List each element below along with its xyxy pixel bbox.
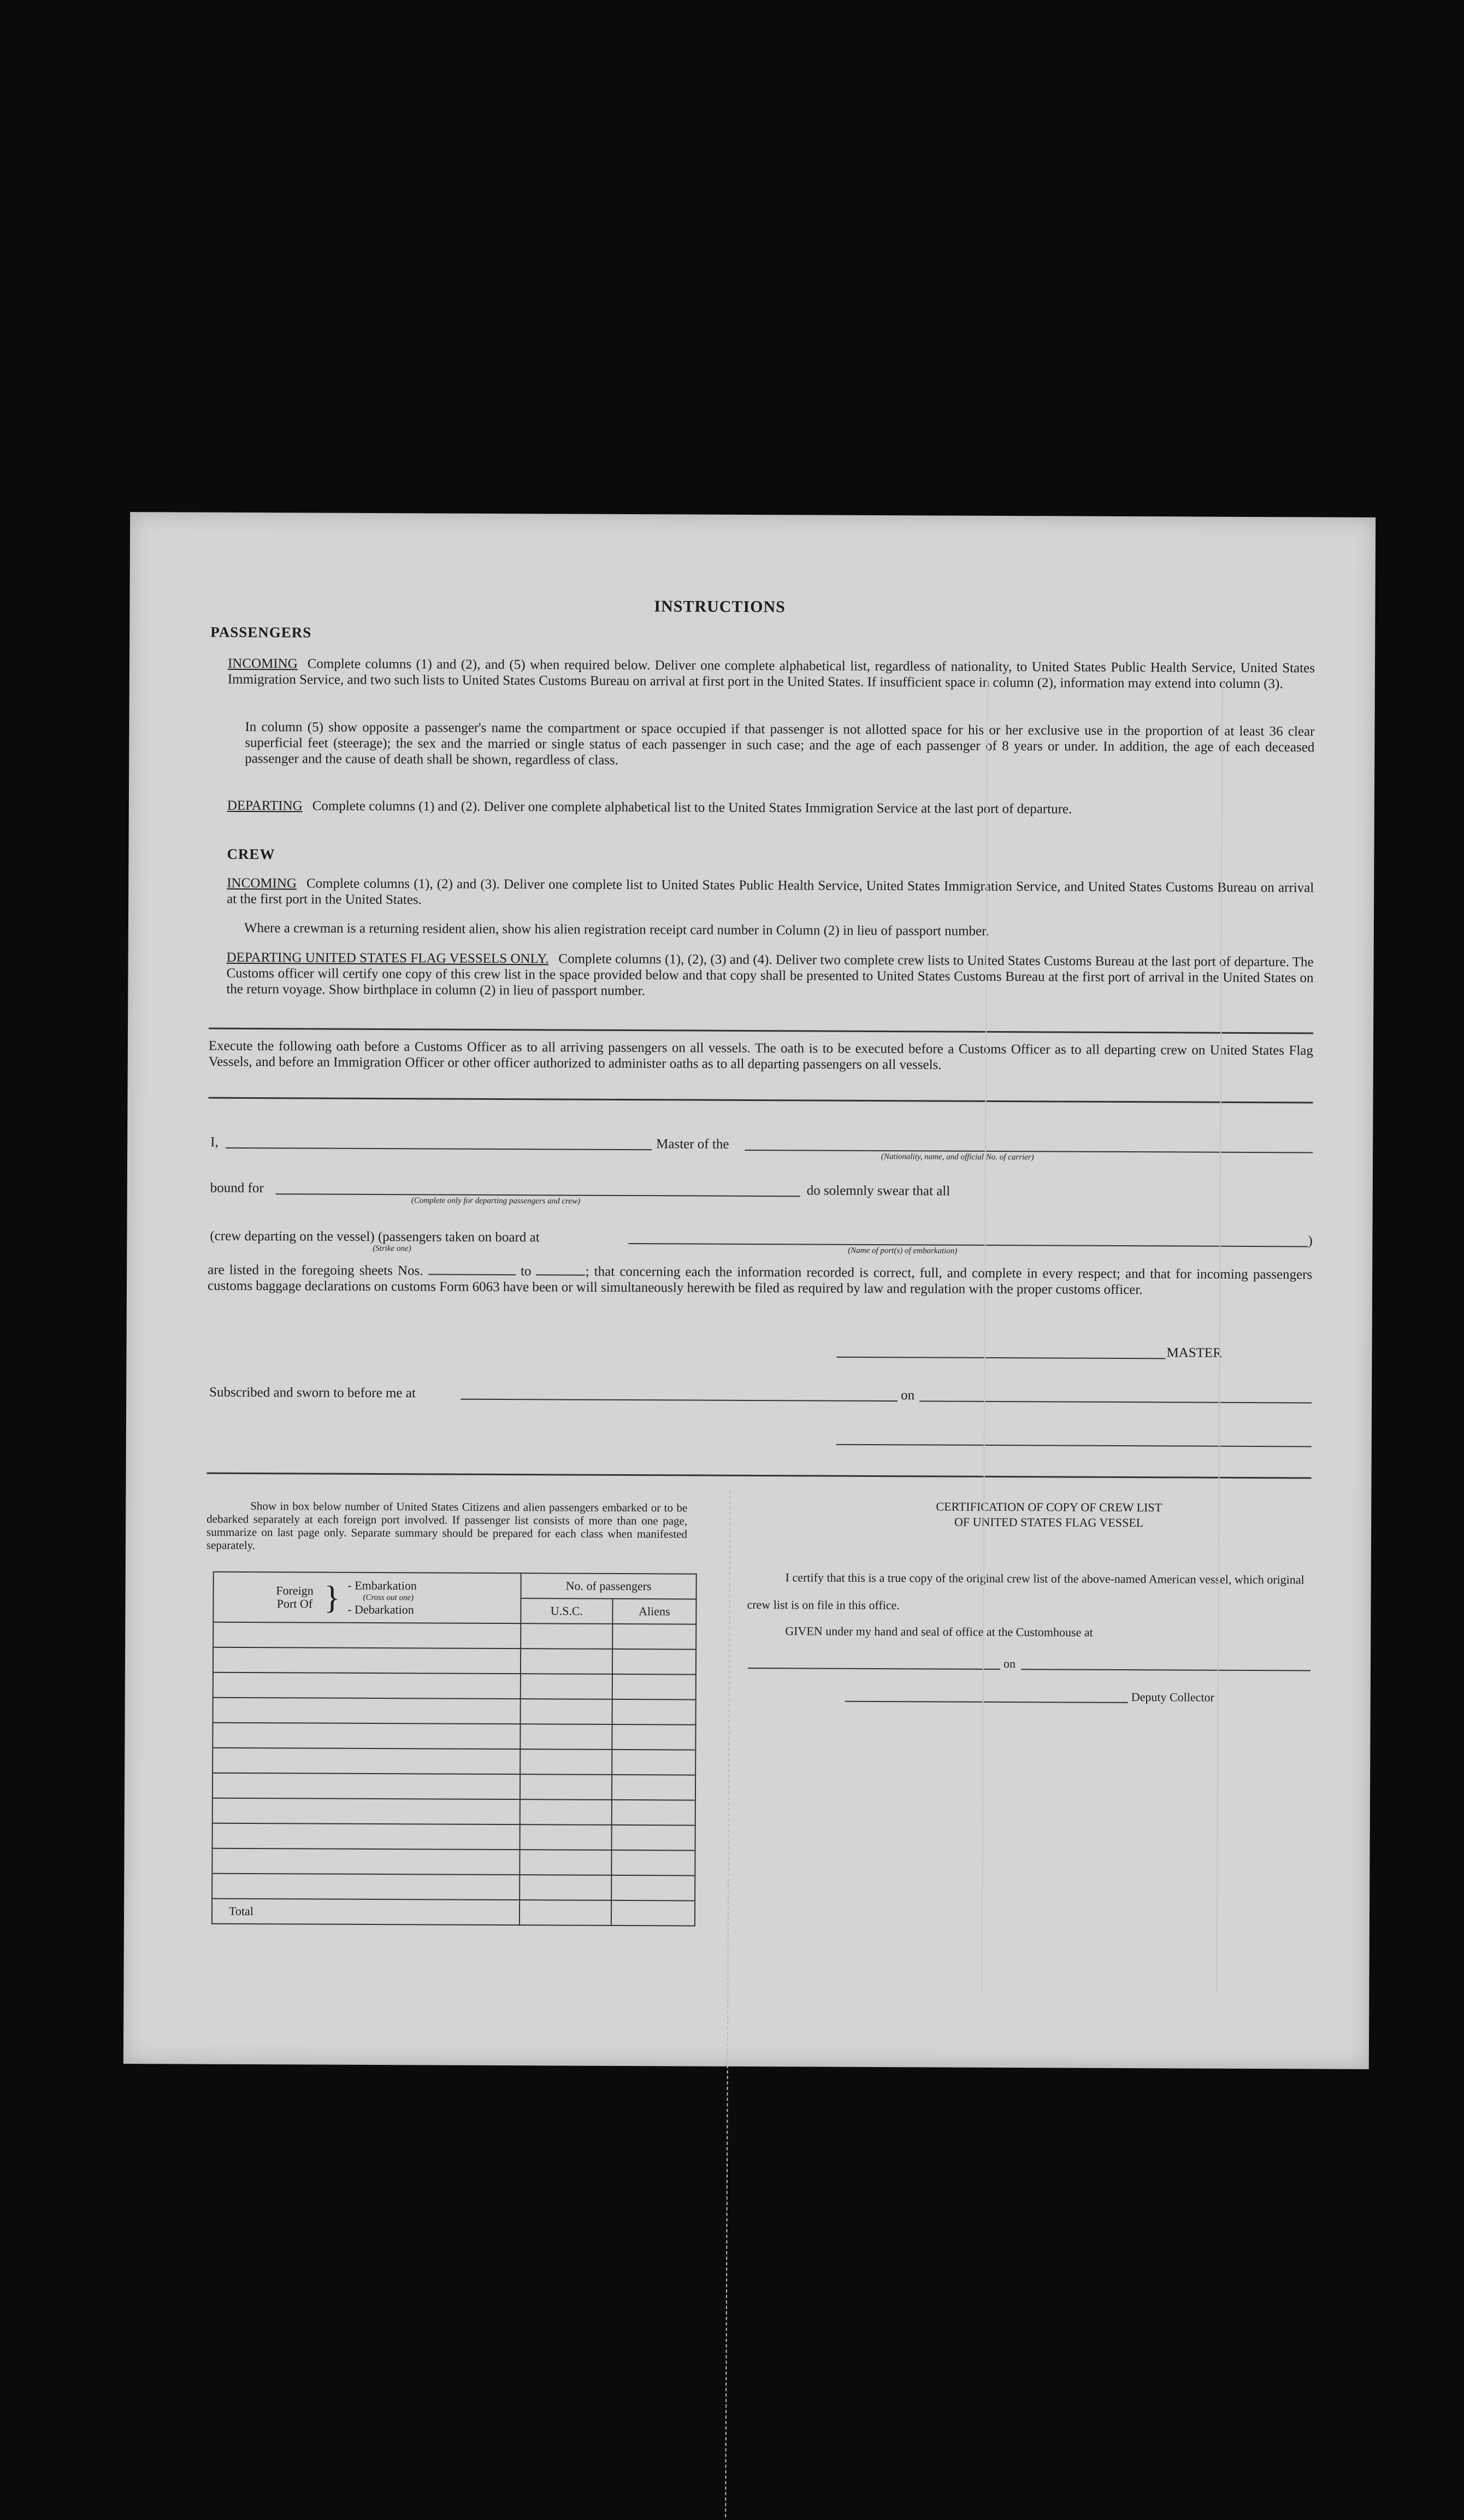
sheet-to-field[interactable] xyxy=(536,1274,586,1275)
aliens-total-cell[interactable] xyxy=(611,1900,695,1926)
table-row xyxy=(213,1698,696,1725)
embarkation-port-field[interactable] xyxy=(628,1243,1308,1247)
listed-rest: ; that concerning each the information recorded is correct, full, and complete in every respect; and that for incoming passengers customs baggage declarations on customs Form 6063 have been or will simultaneously herewith be filed as required by law and regulation with the proper customs officer. xyxy=(207,1264,1313,1298)
officer-signature-field[interactable] xyxy=(836,1444,1312,1447)
passengers-heading: PASSENGERS xyxy=(210,623,312,641)
bound-for-caption: (Complete only for departing passengers and crew) xyxy=(411,1196,581,1206)
table-row xyxy=(212,1773,695,1800)
usc-cell[interactable] xyxy=(520,1749,612,1775)
certification-title xyxy=(836,1499,1262,1531)
master-label: MASTER xyxy=(1166,1345,1222,1361)
usc-cell[interactable] xyxy=(521,1674,612,1699)
oath-intro: Execute the following oath before a Customs Officer as to all arriving passengers on all vessels. The oath is to be executed before a Customs Officer as to all departing crew on United States Flag Vessels, and before an Immigration Officer or other officer authorized to administer oaths as to all departing passengers on all vessels. xyxy=(208,1038,1313,1073)
sworn-on-label: on xyxy=(901,1388,915,1403)
port-cell[interactable] xyxy=(212,1748,520,1774)
crew-incoming xyxy=(227,875,1314,912)
aliens-header: Aliens xyxy=(612,1599,696,1624)
oath-close-paren: ) xyxy=(1308,1233,1313,1249)
table-row xyxy=(213,1647,696,1675)
divider xyxy=(209,1028,1313,1034)
table-row xyxy=(213,1673,696,1700)
port-cell[interactable] xyxy=(212,1848,520,1875)
passengers-departing-text: Complete columns (1) and (2). Deliver one complete alphabetical list to the United States Immigration Service at the last port of departure. xyxy=(312,798,1072,817)
certification-title-line2: OF UNITED STATES FLAG VESSEL xyxy=(954,1515,1144,1530)
port-caption: (Name of port(s) of embarkation) xyxy=(848,1246,958,1256)
aliens-cell[interactable] xyxy=(612,1724,695,1750)
bleed-through-line xyxy=(1216,681,1223,1992)
table-row xyxy=(212,1823,695,1851)
divider xyxy=(209,1097,1313,1104)
table-row xyxy=(213,1622,696,1650)
aliens-cell[interactable] xyxy=(611,1850,695,1876)
usc-cell[interactable] xyxy=(520,1724,612,1750)
form-page xyxy=(123,512,1376,2069)
aliens-cell[interactable] xyxy=(612,1649,696,1675)
crew-departing-text: Complete columns (1), (2), (3) and (4). Deliver two complete crew lists to United States Customs Bureau at the last port of departure. The Customs officer will certify one copy of this crew list in the space provided below and that copy shall be presented to United States Customs Bureau at the first port of arrival in the United States on the return voyage. Show birthplace in column (2) in lieu of passport number. xyxy=(226,951,1314,999)
foreign-port-label: Foreign Port Of xyxy=(276,1583,314,1611)
port-cell[interactable] xyxy=(212,1874,520,1900)
oath-listed xyxy=(208,1262,1312,1299)
usc-cell[interactable] xyxy=(521,1648,612,1674)
brace-glyph: } xyxy=(324,1579,340,1616)
master-signature-field[interactable] xyxy=(836,1357,1165,1359)
customhouse-field[interactable] xyxy=(748,1668,1000,1670)
cross-out-label: (Cross out one) xyxy=(363,1593,414,1603)
aliens-cell[interactable] xyxy=(611,1875,695,1901)
table-row xyxy=(212,1748,695,1775)
sworn-date-field[interactable] xyxy=(919,1400,1312,1403)
no-passengers-header: No. of passengers xyxy=(521,1573,696,1599)
usc-cell[interactable] xyxy=(520,1774,612,1800)
total-row xyxy=(212,1899,695,1926)
to-label: to xyxy=(520,1264,532,1279)
aliens-cell[interactable] xyxy=(612,1674,696,1700)
summary-instructions: Show in box below number of United States Citizens and alien passengers embarked or to be debarked separately at each foreign port involved. If passenger list consists of more than one page, summarize on last page only. Separate summary should be prepared for each class when manifested separately. xyxy=(206,1499,688,1552)
embarkation-label: - Embarkation xyxy=(347,1578,417,1593)
crew-resident-alien: Where a crewman is a returning resident alien, show his alien registration receipt card number in Column (2) in lieu of passport number. xyxy=(244,920,989,939)
sheet-from-field[interactable] xyxy=(428,1274,516,1275)
usc-cell[interactable] xyxy=(520,1850,611,1875)
passengers-incoming-text: Complete columns (1) and (2), and (5) when required below. Deliver one complete alphabetical list, regardless of nationality, to United States Public Health Service, United States Immigration Service, and two such lists to United States Customs Bureau on arrival at first port in the United States. If insufficient space in column (2), information may extend into column (3). xyxy=(227,656,1315,692)
oath-i-label: I, xyxy=(210,1134,219,1150)
oath-master-of: Master of the xyxy=(656,1137,729,1152)
crew-heading: CREW xyxy=(227,845,275,863)
table-row xyxy=(212,1798,695,1826)
usc-header: U.S.C. xyxy=(521,1598,612,1624)
strike-one-caption: (Strike one) xyxy=(373,1244,411,1253)
divider xyxy=(207,1473,1312,1479)
port-cell[interactable] xyxy=(213,1647,521,1674)
listed-text: are listed in the foregoing sheets Nos. xyxy=(208,1262,423,1279)
aliens-cell[interactable] xyxy=(612,1825,695,1851)
oath-bound-for: bound for xyxy=(210,1180,264,1196)
deputy-collector-label: Deputy Collector xyxy=(1131,1690,1214,1704)
aliens-cell[interactable] xyxy=(612,1800,695,1826)
port-cell[interactable] xyxy=(212,1723,520,1749)
certification-date-field[interactable] xyxy=(1021,1669,1310,1671)
passengers-incoming xyxy=(228,656,1315,692)
aliens-cell[interactable] xyxy=(612,1699,696,1725)
certification-given: GIVEN under my hand and seal of office at the Customhouse at xyxy=(785,1624,1093,1639)
crew-departing-label: DEPARTING UNITED STATES FLAG VESSELS ONLY. xyxy=(226,950,549,967)
usc-cell[interactable] xyxy=(521,1699,612,1724)
port-cell[interactable] xyxy=(213,1622,521,1648)
port-cell[interactable] xyxy=(213,1698,521,1724)
crew-incoming-text: Complete columns (1), (2) and (3). Deliver one complete list to United States Public Health Service, United States Immigration Service, and United States Customs Bureau on arrival at the first port in the United States. xyxy=(227,876,1314,908)
certification-title-line1: CERTIFICATION OF COPY OF CREW LIST xyxy=(936,1499,1162,1515)
port-cell[interactable] xyxy=(212,1773,520,1799)
certification-on-label: on xyxy=(1003,1657,1016,1671)
carrier-caption: (Nationality, name, and official No. of carrier) xyxy=(881,1152,1034,1162)
usc-cell[interactable] xyxy=(520,1799,612,1825)
crew-incoming-label: INCOMING xyxy=(227,875,297,891)
port-cell[interactable] xyxy=(212,1798,520,1824)
usc-cell[interactable] xyxy=(520,1824,612,1850)
subscribed-label: Subscribed and sworn to before me at xyxy=(209,1385,416,1401)
summary-table xyxy=(211,1571,697,1927)
certification-text: I certify that this is a true copy of the original crew list of the above-named American vessel, which original crew list is on file in this office. xyxy=(747,1570,1304,1612)
table-row xyxy=(212,1848,695,1876)
deputy-signature-field[interactable] xyxy=(845,1701,1128,1703)
usc-total-cell[interactable] xyxy=(520,1900,611,1926)
passengers-column5: In column (5) show opposite a passenger's name the compartment or space occupied if that passenger is not allotted space for his or her exclusive use in the proportion of at least 36 clear superficial feet (steerage); the sex and the married or single status of each passenger in such case; and the age of each passenger of 8 years or under. In addition, the age of each deceased passenger and the cause of death shall be shown, regardless of class. xyxy=(245,719,1315,768)
page-title: INSTRUCTIONS xyxy=(654,597,786,616)
bleed-through-line xyxy=(981,680,988,1991)
master-name-field[interactable] xyxy=(226,1147,652,1150)
aliens-cell[interactable] xyxy=(612,1624,696,1650)
sworn-at-field[interactable] xyxy=(461,1399,898,1402)
aliens-cell[interactable] xyxy=(612,1775,695,1800)
passengers-departing xyxy=(227,798,1314,819)
total-label: Total xyxy=(212,1899,520,1925)
usc-cell[interactable] xyxy=(520,1875,611,1900)
oath-crew-departing: (crew departing on the vessel) (passengers taken on board at xyxy=(210,1228,540,1245)
summary-port-header xyxy=(213,1572,521,1623)
table-row xyxy=(212,1874,695,1901)
passengers-departing-label: DEPARTING xyxy=(227,798,303,814)
table-row xyxy=(212,1723,695,1750)
port-cell[interactable] xyxy=(213,1673,521,1699)
aliens-cell[interactable] xyxy=(612,1750,695,1775)
usc-cell[interactable] xyxy=(521,1623,612,1649)
crew-departing xyxy=(226,950,1313,1002)
oath-swear: do solemnly swear that all xyxy=(806,1183,951,1199)
bleed-through-line xyxy=(725,1490,730,2517)
port-cell[interactable] xyxy=(212,1823,520,1850)
passengers-incoming-label: INCOMING xyxy=(227,656,298,672)
debarkation-label: - Debarkation xyxy=(347,1602,414,1617)
